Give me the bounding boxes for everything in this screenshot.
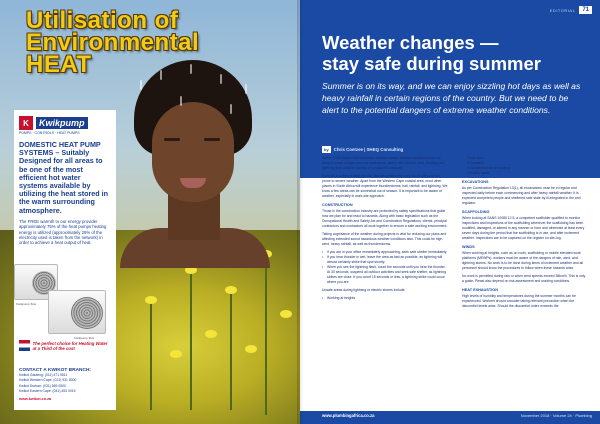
woman-in-shower-photo	[120, 60, 270, 260]
brand-tagline: PUMPS · CONTROLS · HEAT PUMPS	[19, 131, 80, 135]
article-bullet-item: • If you are in your office immediately approaching, seek safe shelter immediately.	[322, 250, 448, 255]
flower-stem	[150, 300, 152, 410]
promo-banner	[19, 340, 111, 351]
footer-website-link[interactable]: www.plumbingafrica.co.za	[322, 413, 375, 418]
footer-issue-info: November 2018 · Volume 24 · Plumbing	[520, 413, 592, 418]
article-title-line-2: stay safe during summer	[322, 53, 541, 74]
flower-blossom	[245, 345, 257, 353]
article-bullet-list	[462, 156, 588, 176]
article-bullet-list	[322, 296, 448, 301]
article-column-left	[322, 156, 448, 304]
contact-line: Kwikot Gauteng: (011) 471 5511	[19, 373, 68, 377]
article-bullet-item: • On ladders	[462, 161, 588, 166]
byline	[322, 146, 403, 153]
byline-mark: by	[324, 147, 329, 152]
article-paragraph: Those in the construction industry are protected by safety specifications that guide how we plan for and react to hazards. Along with basic legislation such as the Occupational Health and Safety Act and Construction Regulations, clients, principal contractors and contractors all work together to ensure a safe working environment.	[322, 209, 448, 228]
flower-blossom	[205, 330, 217, 338]
article-title-line-1: Weather changes —	[322, 32, 499, 53]
page-number: 71	[579, 6, 592, 14]
article-bullet-item: • In isolated sheds or buildings	[462, 166, 588, 171]
contact-line: Kwikot Western Cape: (021) 931 8000	[19, 378, 77, 383]
contact-heading: CONTACT A KWIKOT BRANCH:	[19, 368, 92, 373]
article-page	[300, 0, 600, 424]
article-title	[322, 32, 592, 74]
water-drops	[120, 60, 270, 260]
kwikot-website-link[interactable]: www.kwikot.co.za	[19, 396, 52, 401]
flower-stem	[190, 270, 192, 410]
flower-stem	[230, 290, 232, 410]
brand-name: Kwikpump	[36, 117, 88, 129]
headline-line-2: Environmental	[26, 29, 200, 56]
contact-line: Kwikot Eastern Cape: (041) 453 0015	[19, 389, 76, 394]
article-subheading: SCAFFOLDING	[462, 210, 490, 214]
article-bullet-item: • Working at heights	[322, 296, 448, 301]
article-paragraph: As per Construction Regulation 13(1), all excavations must be in regular and inspected daily before each commencing and after heavy rainfall weather. It is expected competent people and sheltered safe state by ill-integrated in the civil regulator.	[462, 186, 581, 205]
article-bullet-item: • When you see the lightning flash, count the seconds until you hear the thunder. At 30 seconds, suspend all outdoor activities and seek safe shelter, as lightning strikes are close. If you count 15 seconds or less, a lightning strike could occur where you are.	[322, 265, 448, 285]
headline-line-1: Utilisation of	[26, 7, 179, 34]
article-intro: Summer is on its way, and we can enjoy sizzling hot days as well as heavy rainfall in certain regions of the country. But we need to be alert to the potential dangers of extreme weather conditions.	[322, 81, 581, 116]
article-paragraph: Taking cognisance of the weather during projects is vital for reducing our plans and affecting extended sound hazardous weather conditions also. This could be high wind, heavy rainfall, as well as thunderstorms.	[322, 232, 447, 246]
ad-title: DOMESTIC HEAT PUMP SYSTEMS – Suitably Designed for all areas to be one of the most efficient hot water systems available by utilizing the heat stored in the warm surrounding atmosphere.	[19, 140, 109, 215]
article-column-right	[462, 156, 588, 312]
kwikot-logo-icon: K	[19, 116, 33, 130]
article-bullet-item: • On open spots	[462, 171, 588, 176]
flower-blossom	[225, 286, 237, 294]
article-bullet-item: • Tower lines	[462, 156, 588, 161]
unit-label-small: Kwikpump 6kw	[16, 302, 37, 306]
kwikpump-logo	[19, 116, 111, 130]
article-header	[300, 0, 600, 178]
article-bullet-item: • If you hear thunder in wet, leave the area as fast as possible, as lightning will almost certainly strike that spot shortly.	[322, 255, 448, 265]
contact-line: Kwikot Durban: (031) 569 0500	[19, 383, 66, 388]
flag-icon	[19, 340, 30, 351]
article-paragraph: High levels of humidity and temperatures during the summer months can be experienced. Workers should consider taking relevant precaution when the discomfort levels arise. Should the discomfort index exceeds the	[462, 294, 576, 308]
article-subheading: CONSTRUCTION	[322, 203, 353, 207]
flower-stem	[265, 255, 267, 415]
article-paragraph: Unsafe areas during lightning or electric storms include:	[322, 288, 406, 292]
headline-line-3: HEAT	[26, 51, 92, 78]
byline-author: Chris Coetzee | SHEQ Consulting	[333, 147, 404, 152]
promo-banner-text: The perfect choice for Heating Water at a Third of the cost	[32, 340, 108, 351]
ad-headline	[26, 7, 276, 78]
page-spine-shadow	[297, 0, 303, 424]
article-paragraph: When looking at SANS 10085 12.5, a competent scaffolder qualified to monitor inspections and inspections of the scaffolding whenever the scaffolding has been modified, damaged, or altered in any manner or form and otherwise at least every seven days during the period that the scaffolding is in use, and after inclement weather. Inspections are to be captured on the register on site-log.	[462, 216, 585, 240]
article-paragraph: No work is permitted during rain or when wind speeds exceed 38km/h. This is only a guide. Pleasi also depend on risk assessment and working conditions.	[462, 274, 586, 283]
article-paragraph: When working at heights, such as on roofs, scaffolding or mobile elevated work platforms (MEWPs), workers must be aware of the dangers of rain, wind, and lightning storms. No work is to be done during times of inclement weather and all personnel should know the procedures to follow when these hazards arise.	[462, 251, 583, 270]
heat-pump-unit-large	[48, 290, 106, 334]
flower-blossom	[145, 296, 157, 304]
contact-block	[19, 368, 111, 401]
ad-body: The FREE warmth to our energy provider approximately 75% of the heat pumps heating energy is utilized (approximately 25% of the electricity used is taken from the network) in order to achieve a heat output of heat.	[19, 218, 107, 246]
ad-text-panel	[14, 110, 116, 410]
unit-label-large: Kwikpump 9kw	[74, 336, 95, 340]
article-subheading: WINDS	[462, 245, 475, 249]
folio	[550, 6, 592, 14]
flower-blossom	[170, 350, 182, 358]
article-paragraph: Summer is a time of heat and fire. But the greater risk even South Africa is now prone to severe weather. Apart from the Western Cape coastal area, most other places in South Africa will experience thunderstorms, hail, rainfall, and lightning. We know a few areas can be somewhat out of season. It is important to be aware of weather, especially in work-site approach.	[322, 174, 448, 198]
fan-grille-icon	[71, 297, 103, 329]
article-subheading: EXCAVATIONS	[462, 180, 489, 184]
section-label: EDITORIAL	[549, 7, 576, 13]
article-bullet-list	[322, 250, 448, 285]
flower-blossom	[280, 310, 292, 318]
article-subheading: HEAT EXHAUSTION	[462, 288, 499, 292]
article-paragraph: SANS 10400 states that hazardous weather means weather conditions that are likely to cause danger, such as heat stress, heavy rain, storms, wind, flooding and lightning that could be harmful or a hazard to workers.	[322, 156, 445, 170]
